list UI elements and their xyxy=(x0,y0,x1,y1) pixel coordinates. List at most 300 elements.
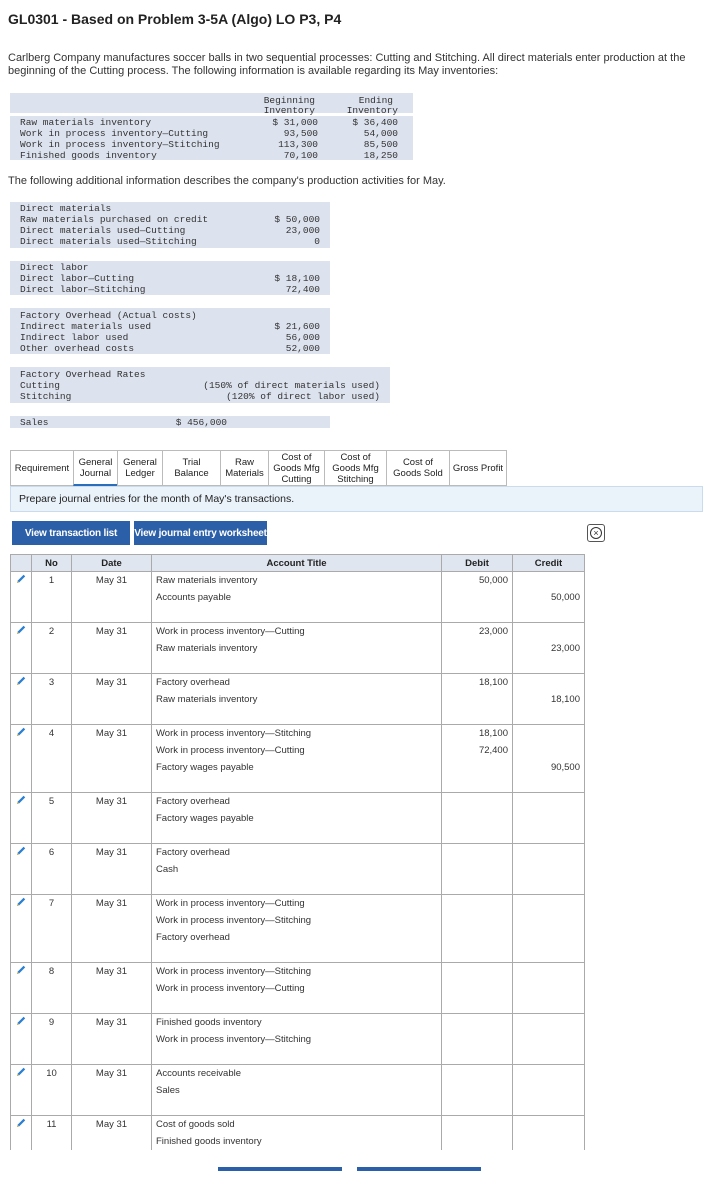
close-icon[interactable]: × xyxy=(587,524,605,542)
instruction-banner: Prepare journal entries for the month of May's transactions. xyxy=(10,486,703,512)
debit-header: Debit xyxy=(442,555,513,572)
dl-row-value: 72,400 xyxy=(285,284,320,295)
edit-cell xyxy=(11,1014,32,1031)
entry-date xyxy=(72,640,152,657)
requirement-tabs xyxy=(10,450,705,486)
tab-label: Raw xyxy=(234,457,254,468)
credit-amount xyxy=(513,572,585,589)
entry-date: May 31 xyxy=(72,572,152,589)
rates-row-value: (120% of direct labor used) xyxy=(226,391,380,402)
dm-heading: Direct materials xyxy=(20,203,112,214)
fo-row-label: Indirect materials used xyxy=(20,321,152,332)
bottom-button-left[interactable] xyxy=(218,1167,342,1171)
tab-label: Cost of xyxy=(402,457,434,468)
entry-no xyxy=(32,1133,72,1150)
edit-cell xyxy=(11,980,32,997)
spacer-cell xyxy=(11,997,32,1014)
entry-date: May 31 xyxy=(72,844,152,861)
edit-cell xyxy=(11,742,32,759)
account-title: Work in process inventory—Stitching xyxy=(152,963,442,980)
entry-no: 11 xyxy=(32,1116,72,1133)
credit-amount xyxy=(513,1065,585,1082)
debit-amount xyxy=(442,963,513,980)
debit-amount: 50,000 xyxy=(442,572,513,589)
account-title: Finished goods inventory xyxy=(152,1014,442,1031)
edit-cell xyxy=(11,759,32,776)
edit-cell xyxy=(11,623,32,640)
spacer-cell xyxy=(32,878,72,895)
tab-label: General xyxy=(78,456,113,468)
intro-text: Carlberg Company manufactures soccer balls in two sequential processes: Cutting and Stitching. All direct materials enter production at the beginning of the Cutting process. The following information is available regarding its May inventories: xyxy=(8,52,686,77)
col-head-beg-1: Beginning xyxy=(263,95,315,106)
credit-amount: 90,500 xyxy=(513,759,585,776)
entry-date xyxy=(72,810,152,827)
entry-date: May 31 xyxy=(72,725,152,742)
spacer-cell xyxy=(152,1048,442,1065)
entry-no xyxy=(32,1031,72,1048)
entry-date xyxy=(72,929,152,946)
spacer-cell xyxy=(72,1099,152,1116)
spacer-cell xyxy=(72,776,152,793)
entry-date xyxy=(72,691,152,708)
entry-no xyxy=(32,691,72,708)
spacer-cell xyxy=(32,657,72,674)
credit-amount xyxy=(513,793,585,810)
entry-no xyxy=(32,861,72,878)
entry-date: May 31 xyxy=(72,674,152,691)
debit-amount xyxy=(442,1133,513,1150)
account-title: Work in process inventory—Stitching xyxy=(152,1031,442,1048)
journal-line xyxy=(11,1082,585,1099)
pencil-edit-icon[interactable] xyxy=(15,573,27,585)
journal-line xyxy=(11,640,585,657)
spacer-cell xyxy=(11,946,32,963)
tab-label: General xyxy=(123,457,157,468)
col-head-end-1: Ending xyxy=(358,95,393,106)
account-title: Accounts receivable xyxy=(152,1065,442,1082)
account-title: Factory wages payable xyxy=(152,810,442,827)
sales-value: $ 456,000 xyxy=(175,417,227,428)
entry-no: 4 xyxy=(32,725,72,742)
entry-date: May 31 xyxy=(72,623,152,640)
inventory-row-label: Raw materials inventory xyxy=(20,117,152,128)
spacer-cell xyxy=(152,606,442,623)
edit-cell xyxy=(11,810,32,827)
credit-amount xyxy=(513,1014,585,1031)
entry-spacer xyxy=(11,946,585,963)
spacer-cell xyxy=(513,1048,585,1065)
debit-amount xyxy=(442,1116,513,1133)
credit-amount xyxy=(513,810,585,827)
entry-no xyxy=(32,810,72,827)
entry-no: 10 xyxy=(32,1065,72,1082)
pencil-edit-icon[interactable] xyxy=(15,794,27,806)
account-title: Cash xyxy=(152,861,442,878)
journal-line xyxy=(11,1133,585,1150)
debit-amount xyxy=(442,1065,513,1082)
journal-line xyxy=(11,1014,585,1031)
pencil-edit-icon[interactable] xyxy=(15,1066,27,1078)
debit-amount xyxy=(442,980,513,997)
spacer-cell xyxy=(152,657,442,674)
tab-label: Ledger xyxy=(125,468,155,479)
edit-cell xyxy=(11,895,32,912)
account-title: Work in process inventory—Cutting xyxy=(152,742,442,759)
dl-row-label: Direct labor—Stitching xyxy=(20,284,146,295)
dl-row-label: Direct labor—Cutting xyxy=(20,273,135,284)
dl-heading: Direct labor xyxy=(20,262,89,273)
tab-trial-balance[interactable] xyxy=(162,450,220,486)
entry-spacer xyxy=(11,1099,585,1116)
edit-cell xyxy=(11,691,32,708)
spacer-cell xyxy=(442,827,513,844)
inventory-end-value: $ 36,400 xyxy=(352,117,398,128)
account-title: Work in process inventory—Stitching xyxy=(152,912,442,929)
journal-line xyxy=(11,895,585,912)
spacer-cell xyxy=(442,997,513,1014)
spacer-cell xyxy=(11,606,32,623)
entry-no xyxy=(32,589,72,606)
spacer-cell xyxy=(152,997,442,1014)
tab-gross-profit[interactable] xyxy=(449,450,507,486)
tab-label: Stitching xyxy=(337,473,374,485)
rates-row-label: Cutting xyxy=(20,380,60,391)
spacer-cell xyxy=(442,878,513,895)
edit-cell xyxy=(11,1133,32,1150)
spacer-cell xyxy=(442,946,513,963)
entry-no: 5 xyxy=(32,793,72,810)
account-title: Factory overhead xyxy=(152,929,442,946)
spacer-cell xyxy=(513,946,585,963)
journal-line xyxy=(11,725,585,742)
spacer-cell xyxy=(72,657,152,674)
spacer-cell xyxy=(72,606,152,623)
fo-row-value: 56,000 xyxy=(285,332,320,343)
inventory-end-value: 18,250 xyxy=(363,150,398,161)
date-header: Date xyxy=(72,555,152,572)
spacer-cell xyxy=(11,776,32,793)
pencil-edit-icon[interactable] xyxy=(15,675,27,687)
journal-line xyxy=(11,623,585,640)
dl-row-value: $ 18,100 xyxy=(274,273,320,284)
tab-cost-of-stitching[interactable] xyxy=(324,450,386,486)
tab-label: Goods Mfg xyxy=(273,462,320,474)
spacer-cell xyxy=(32,776,72,793)
spacer-cell xyxy=(32,1048,72,1065)
account-title: Sales xyxy=(152,1082,442,1099)
debit-amount: 18,100 xyxy=(442,725,513,742)
debit-amount xyxy=(442,1082,513,1099)
spacer-cell xyxy=(72,878,152,895)
spacer-cell xyxy=(152,878,442,895)
dm-row-label: Direct materials used—Cutting xyxy=(20,225,186,236)
entry-date: May 31 xyxy=(72,1065,152,1082)
journal-line xyxy=(11,742,585,759)
debit-amount xyxy=(442,861,513,878)
spacer-cell xyxy=(32,708,72,725)
entry-no: 3 xyxy=(32,674,72,691)
debit-amount xyxy=(442,810,513,827)
account-title: Work in process inventory—Stitching xyxy=(152,725,442,742)
edit-cell xyxy=(11,912,32,929)
credit-amount xyxy=(513,1031,585,1048)
view-transaction-list-button[interactable]: View transaction list xyxy=(12,521,130,545)
journal-line xyxy=(11,759,585,776)
spacer-cell xyxy=(513,776,585,793)
credit-amount xyxy=(513,725,585,742)
dm-row-label: Direct materials used—Stitching xyxy=(20,236,197,247)
spacer-cell xyxy=(442,1099,513,1116)
spacer-cell xyxy=(442,776,513,793)
inventory-end-value: 85,500 xyxy=(363,139,398,150)
spacer-cell xyxy=(72,1048,152,1065)
credit-amount xyxy=(513,963,585,980)
spacer-cell xyxy=(32,1099,72,1116)
additional-info-text: The following additional information describes the company's production activities for May. xyxy=(8,175,446,187)
rates-heading: Factory Overhead Rates xyxy=(20,369,146,380)
pencil-edit-icon[interactable] xyxy=(15,1117,27,1129)
spacer-cell xyxy=(513,827,585,844)
entry-date: May 31 xyxy=(72,1014,152,1031)
credit-amount xyxy=(513,895,585,912)
journal-line xyxy=(11,691,585,708)
rates-row-label: Stitching xyxy=(20,391,72,402)
credit-amount xyxy=(513,980,585,997)
entry-no: 2 xyxy=(32,623,72,640)
tab-cost-of-goods-sold[interactable] xyxy=(386,450,449,486)
fo-row-value: $ 21,600 xyxy=(274,321,320,332)
journal-line xyxy=(11,810,585,827)
edit-col-header xyxy=(11,555,32,572)
spacer-cell xyxy=(32,946,72,963)
credit-amount xyxy=(513,1133,585,1150)
entry-date xyxy=(72,589,152,606)
spacer-cell xyxy=(32,606,72,623)
entry-date xyxy=(72,912,152,929)
inventory-end-value: 54,000 xyxy=(363,128,398,139)
journal-line xyxy=(11,963,585,980)
spacer-cell xyxy=(152,827,442,844)
spacer-cell xyxy=(513,708,585,725)
spacer-cell xyxy=(72,997,152,1014)
pencil-edit-icon[interactable] xyxy=(15,964,27,976)
dm-row-label: Raw materials purchased on credit xyxy=(20,214,209,225)
tab-label: Cost of xyxy=(281,451,312,463)
tab-label: Goods Mfg xyxy=(332,462,379,474)
tab-label: Requirement xyxy=(14,462,70,474)
account-title: Finished goods inventory xyxy=(152,1133,442,1150)
debit-amount xyxy=(442,640,513,657)
debit-amount xyxy=(442,793,513,810)
pencil-edit-icon[interactable] xyxy=(15,726,27,738)
inventory-beg-value: $ 31,000 xyxy=(272,117,318,128)
tab-label: Gross Profit xyxy=(452,462,504,474)
inventory-row-label: Work in process inventory—Cutting xyxy=(20,128,209,139)
pencil-edit-icon[interactable] xyxy=(15,896,27,908)
debit-amount xyxy=(442,895,513,912)
pencil-edit-icon[interactable] xyxy=(15,1015,27,1027)
debit-amount xyxy=(442,691,513,708)
credit-amount: 18,100 xyxy=(513,691,585,708)
dm-row-value: $ 50,000 xyxy=(274,214,320,225)
spacer-cell xyxy=(72,827,152,844)
journal-line xyxy=(11,929,585,946)
tab-label: Goods Sold xyxy=(393,468,443,479)
account-title: Factory overhead xyxy=(152,793,442,810)
rates-row-value: (150% of direct materials used) xyxy=(203,380,380,391)
entry-date: May 31 xyxy=(72,895,152,912)
journal-line xyxy=(11,572,585,589)
dm-row-value: 0 xyxy=(314,236,320,247)
spacer-cell xyxy=(513,606,585,623)
tab-requirement[interactable] xyxy=(10,450,73,486)
tab-label: Cost of xyxy=(340,451,371,463)
tab-general-ledger[interactable] xyxy=(117,450,162,486)
fo-row-label: Other overhead costs xyxy=(20,343,135,354)
entry-no: 8 xyxy=(32,963,72,980)
bottom-button-right[interactable] xyxy=(357,1167,481,1171)
entry-spacer xyxy=(11,878,585,895)
edit-cell xyxy=(11,1116,32,1133)
journal-line xyxy=(11,1116,585,1133)
fo-heading: Factory Overhead (Actual costs) xyxy=(20,310,197,321)
pencil-edit-icon[interactable] xyxy=(15,845,27,857)
debit-amount xyxy=(442,589,513,606)
debit-amount xyxy=(442,1031,513,1048)
debit-amount xyxy=(442,759,513,776)
edit-cell xyxy=(11,1082,32,1099)
entry-spacer xyxy=(11,1048,585,1065)
account-title: Factory overhead xyxy=(152,674,442,691)
spacer-cell xyxy=(11,1099,32,1116)
entry-no: 6 xyxy=(32,844,72,861)
page-title: GL0301 - Based on Problem 3-5A (Algo) LO P3, P4 xyxy=(8,11,342,27)
spacer-cell xyxy=(513,878,585,895)
journal-line xyxy=(11,980,585,997)
entry-date xyxy=(72,1133,152,1150)
spacer-cell xyxy=(442,606,513,623)
inventory-beg-value: 93,500 xyxy=(283,128,318,139)
edit-cell xyxy=(11,589,32,606)
entry-date: May 31 xyxy=(72,793,152,810)
spacer-cell xyxy=(11,708,32,725)
entry-date xyxy=(72,980,152,997)
entry-no xyxy=(32,980,72,997)
spacer-cell xyxy=(32,997,72,1014)
credit-amount xyxy=(513,861,585,878)
debit-amount: 72,400 xyxy=(442,742,513,759)
inventory-beg-value: 70,100 xyxy=(283,150,318,161)
spacer-cell xyxy=(152,708,442,725)
no-header: No xyxy=(32,555,72,572)
edit-cell xyxy=(11,844,32,861)
sales-label: Sales xyxy=(20,417,49,428)
entry-no xyxy=(32,759,72,776)
entry-spacer xyxy=(11,997,585,1014)
view-journal-worksheet-button[interactable]: View journal entry worksheet xyxy=(134,521,267,545)
entry-no: 9 xyxy=(32,1014,72,1031)
account-title: Raw materials inventory xyxy=(152,572,442,589)
entry-no xyxy=(32,912,72,929)
tab-cost-of-cutting[interactable] xyxy=(268,450,324,486)
debit-amount: 23,000 xyxy=(442,623,513,640)
journal-line xyxy=(11,1031,585,1048)
col-head-end-2: Inventory xyxy=(346,105,398,116)
edit-cell xyxy=(11,793,32,810)
journal-line xyxy=(11,674,585,691)
credit-amount xyxy=(513,623,585,640)
entry-date: May 31 xyxy=(72,963,152,980)
inventory-row-label: Finished goods inventory xyxy=(20,150,157,161)
account-title: Work in process inventory—Cutting xyxy=(152,623,442,640)
tab-general-journal[interactable] xyxy=(73,450,117,486)
pencil-edit-icon[interactable] xyxy=(15,624,27,636)
entry-spacer xyxy=(11,708,585,725)
spacer-cell xyxy=(442,1048,513,1065)
edit-cell xyxy=(11,572,32,589)
account-title: Cost of goods sold xyxy=(152,1116,442,1133)
tab-label: Trial Balance xyxy=(174,457,209,479)
edit-cell xyxy=(11,725,32,742)
inventory-row-label: Work in process inventory—Stitching xyxy=(20,139,220,150)
col-head-beg-2: Inventory xyxy=(263,105,315,116)
entry-spacer xyxy=(11,606,585,623)
spacer-cell xyxy=(72,946,152,963)
entry-no xyxy=(32,1082,72,1099)
edit-cell xyxy=(11,1065,32,1082)
account-title: Accounts payable xyxy=(152,589,442,606)
tab-label: Cutting xyxy=(281,473,312,485)
credit-amount xyxy=(513,844,585,861)
spacer-cell xyxy=(11,878,32,895)
entry-date xyxy=(72,861,152,878)
edit-cell xyxy=(11,1031,32,1048)
journal-table xyxy=(10,554,585,1150)
journal-line xyxy=(11,861,585,878)
account-title: Work in process inventory—Cutting xyxy=(152,895,442,912)
entry-date xyxy=(72,759,152,776)
journal-line xyxy=(11,589,585,606)
spacer-cell xyxy=(11,1048,32,1065)
edit-cell xyxy=(11,929,32,946)
account-title: Work in process inventory—Cutting xyxy=(152,980,442,997)
account-title: Raw materials inventory xyxy=(152,640,442,657)
tab-raw-materials[interactable] xyxy=(220,450,268,486)
fo-row-value: 52,000 xyxy=(285,343,320,354)
debit-amount xyxy=(442,929,513,946)
entry-no: 1 xyxy=(32,572,72,589)
spacer-cell xyxy=(152,776,442,793)
entry-no xyxy=(32,742,72,759)
entry-no xyxy=(32,929,72,946)
journal-line xyxy=(11,1065,585,1082)
spacer-cell xyxy=(152,946,442,963)
spacer-cell xyxy=(32,827,72,844)
journal-line xyxy=(11,912,585,929)
entry-spacer xyxy=(11,776,585,793)
edit-cell xyxy=(11,640,32,657)
credit-amount xyxy=(513,742,585,759)
credit-amount xyxy=(513,1082,585,1099)
journal-line xyxy=(11,844,585,861)
account-title: Raw materials inventory xyxy=(152,691,442,708)
credit-amount: 50,000 xyxy=(513,589,585,606)
dm-row-value: 23,000 xyxy=(285,225,320,236)
account-title: Factory wages payable xyxy=(152,759,442,776)
account-title: Factory overhead xyxy=(152,844,442,861)
spacer-cell xyxy=(442,657,513,674)
spacer-cell xyxy=(72,708,152,725)
